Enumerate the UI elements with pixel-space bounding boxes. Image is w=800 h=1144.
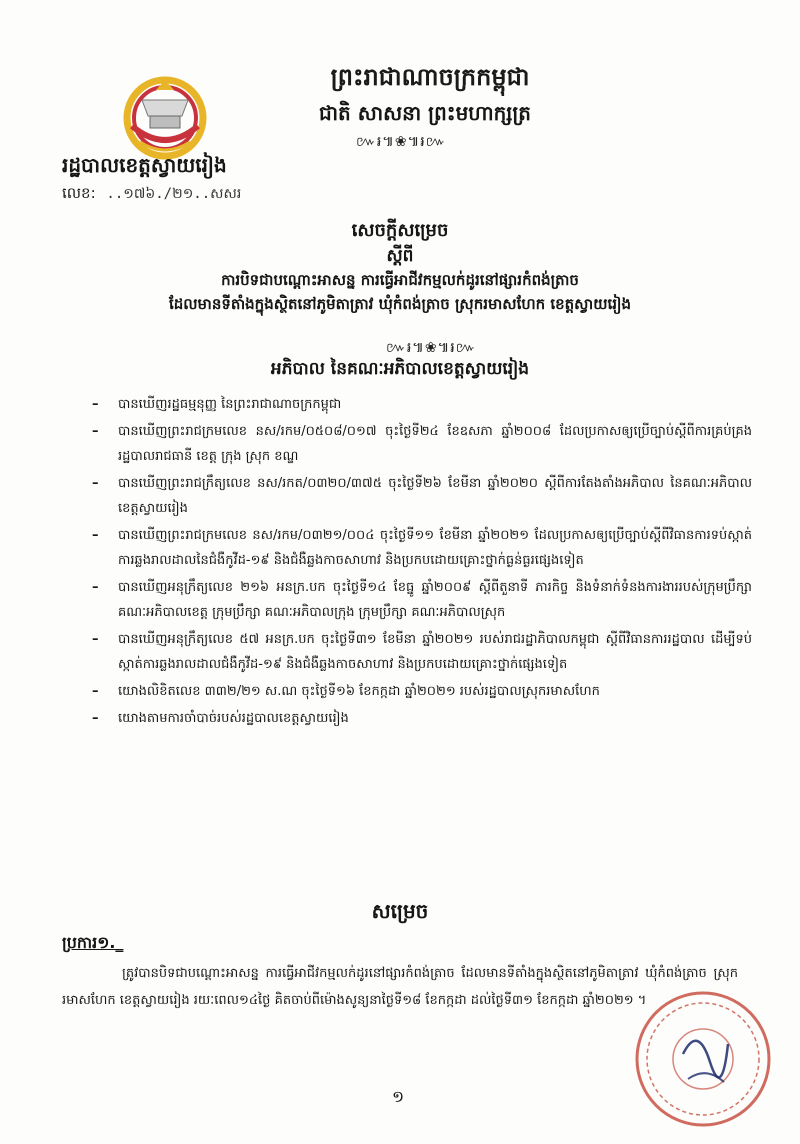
list-item <box>92 706 752 731</box>
heading-ornament: ៚៛៕❀៕៛៚ <box>386 340 477 356</box>
article-1-text: ត្រូវបានបិទជាបណ្តោះអាសន្ន ការធ្វើអាជីវកម្មលក់ដូរនៅផ្សារកំពង់ត្រាច ដែលមានទីតាំងក្នុងស្ថិតនៅភូមិតាត្រាវ ឃុំកំពង់ត្រាច ស្រុករមាសហែក ខេត្តស្វាយរៀង រយៈពេល១៤ថ្ងៃ គិតចាប់ពីម៉ោងសូន្យនាថ្ងៃទី១៨ ខែកក្កដា ដល់ថ្ងៃទី៣១ ខែកក្កដា ឆ្នាំ២០២១ ។ <box>62 966 738 1008</box>
issuing-office: រដ្ឋបាលខេត្តស្វាយរៀង <box>62 153 227 177</box>
article-1-label: ប្រការ១._ <box>62 933 124 952</box>
reference-number <box>62 184 241 206</box>
governor-title: អភិបាល នៃគណៈអភិបាលខេត្តស្វាយរៀង <box>270 359 530 379</box>
list-item <box>92 627 752 677</box>
decision-subject-line2: ដែលមានទីតាំងក្នុងស្ថិតនៅភូមិតាត្រាវ ឃុំកំពង់ត្រាច ស្រុករមាសហែក ខេត្តស្វាយរៀង <box>168 295 631 313</box>
nation-title: ព្រះរាជាណាចក្រកម្ពុជា <box>330 63 530 91</box>
list-item <box>92 419 752 469</box>
consideration-text: បានឃើញអនុក្រឹត្យលេខ ៥៧ អនក្រ.បក ចុះថ្ងៃទី៣១ ខែមីនា ឆ្នាំ២០២១ របស់រាជរដ្ឋាភិបាលកម្ពុជា ស្តីពីវិធានការរដ្ឋបាល ដើម្បីទប់ស្កាត់ការឆ្លងរាលដាលជំងឺកូវីដ-១៩ និងជំងឺឆ្លងកាចសាហាវ និងប្រកបដោយគ្រោះថ្នាក់ផ្សេងទៀត <box>118 632 752 672</box>
bullet-dash-icon: – <box>92 528 99 543</box>
page-number: ១ <box>392 1087 405 1106</box>
consideration-text: យោងតាមការចាំបាច់របស់រដ្ឋបាលខេត្តស្វាយរៀង <box>118 711 349 726</box>
consideration-text: បានឃើញរដ្ឋធម្មនុញ្ញ នៃព្រះរាជាណាចក្រកម្ពុជា <box>118 397 342 412</box>
bullet-dash-icon: – <box>92 580 99 595</box>
decision-title: សេចក្តីសម្រេច <box>351 220 449 241</box>
reference-label: លេខ: <box>62 184 96 202</box>
provincial-emblem-icon <box>110 70 220 160</box>
reference-value: ..១៧៦./២១..សសរ <box>106 186 242 202</box>
bullet-dash-icon: – <box>92 476 99 491</box>
bullet-dash-icon: – <box>92 711 99 726</box>
list-item <box>92 679 752 704</box>
official-seal-icon <box>628 984 778 1134</box>
decision-subject-line1: ការបិទជាបណ្តោះអាសន្ន ការធ្វើអាជីវកម្មលក់ដូរនៅផ្សារកំពង់ត្រាច <box>221 271 579 289</box>
consideration-text: បានឃើញព្រះរាជក្រមលេខ នស/រកម/០៣២១/០០៤ ចុះថ្ងៃទី១១ ខែមីនា ឆ្នាំ២០២១ ដែលប្រកាសឲ្យប្រើច្បាប់ស្តីពីវិធានការទប់ស្កាត់ការឆ្លងរាលដាលនៃជំងឺកូវីដ-១៩ និងជំងឺឆ្លងកាចសាហាវ និងប្រកបដោយគ្រោះថ្នាក់ធ្ងន់ធ្ងរផ្សេងទៀត <box>118 528 752 568</box>
consideration-text: បានឃើញព្រះរាជក្រឹត្យលេខ នស/រកត/០៣២០/៣៧៥ ចុះថ្ងៃទី២៦ ខែមីនា ឆ្នាំ២០២០ ស្តីពីការតែងតាំងអភិបាល នៃគណៈអភិបាលខេត្តស្វាយរៀង <box>118 476 752 516</box>
list-item <box>92 523 752 573</box>
decision-heading <box>60 218 740 316</box>
bullet-dash-icon: – <box>92 632 99 647</box>
decides-title: សម្រេច <box>371 899 429 923</box>
nation-motto: ជាតិ សាសនា ព្រះមហាក្សត្រ <box>319 101 531 125</box>
header-ornament: ៚៛៕❀៕៛៚ <box>356 134 447 150</box>
list-item <box>92 392 752 417</box>
considerations-list <box>92 392 752 731</box>
list-item <box>92 575 752 625</box>
consideration-text: យោងលិខិតលេខ ៣៣២/២១ ស.ណ ចុះថ្ងៃទី១៦ ខែកក្កដា ឆ្នាំ២០២១ របស់រដ្ឋបាលស្រុករមាសហែក <box>118 684 600 699</box>
list-item <box>92 471 752 521</box>
consideration-text: បានឃើញអនុក្រឹត្យលេខ ២១៦ អនក្រ.បក ចុះថ្ងៃទី១៤ ខែធ្នូ ឆ្នាំ២០០៩ ស្តីពីតួនាទី ភារកិច្ច និងទំនាក់ទំនងការងាររបស់ក្រុមប្រឹក្សា គណៈអភិបាលខេត្ត ក្រុមប្រឹក្សា គណៈអភិបាលក្រុង ក្រុមប្រឹក្សា គណៈអភិបាលស្រុក <box>118 580 752 620</box>
bullet-dash-icon: – <box>92 424 99 439</box>
decision-about: ស្តីពី <box>386 246 414 266</box>
bullet-dash-icon: – <box>92 684 99 699</box>
bullet-dash-icon: – <box>92 397 99 412</box>
consideration-text: បានឃើញព្រះរាជក្រមលេខ នស/រកម/០៥០៨/០១៧ ចុះថ្ងៃទី២៤ ខែឧសភា ឆ្នាំ២០០៨ ដែលប្រកាសឲ្យប្រើច្បាប់ស្តីពីការគ្រប់គ្រងរដ្ឋបាលរាជធានី ខេត្ត ក្រុង ស្រុក ខណ្ឌ <box>118 424 752 464</box>
